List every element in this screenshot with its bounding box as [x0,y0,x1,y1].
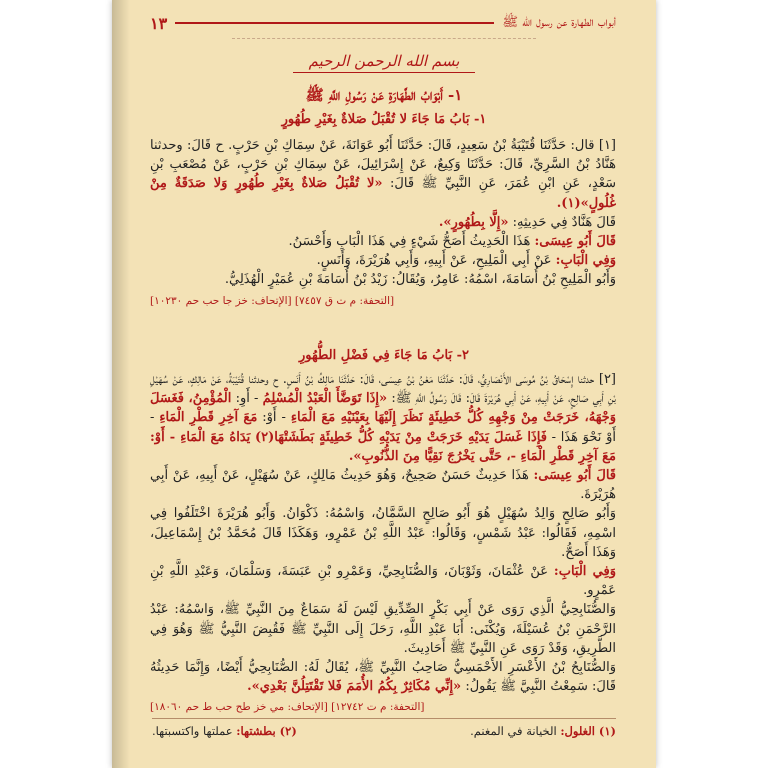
footnote-1 [470,724,616,738]
footnote-1-label: (١) الغلول: [560,724,616,738]
basmala [112,50,656,73]
hadith-2-matn-2: الْمُؤْمِنُ، فَغَسَلَ وَجْهَهُ، خَرَجَتْ مِنْ وَجْهِهِ كُلُّ خَطِيئَةٍ نَظَرَ إِلَيْهَا بِعَيْنَيْهِ مَعَ الْمَاءِ [150,391,616,426]
chapter-title: ١- أَبْوَابُ الطَّهَارَةِ عَنْ رَسُولِ اللَّهِ ﷺ [305,86,463,104]
text-body-2 [150,370,616,722]
reference-1: [التحفة: م ت ق ٧٤٥٧] [الإتحاف: خز جا حب حم ١٠٢٣٠] [150,294,395,307]
hadith-2-isnad: [٢] حدثنا إِسْحَاقُ بْنُ مُوسَى الأَنْصَارِيُّ، قَالَ: حَدَّثَنَا مَعْنُ بْنُ عِيسَى، قَالَ: حَدَّثَنَا مَالِكُ بْنُ أَنَسٍ. ح وحدثنا قُتَيْبَةُ، عَنْ مَالِكٍ، عَنْ سُهَيْلِ بْنِ أَبِي صَالِحٍ، عَنْ أَبِيهِ، عَنْ أَبِي هُرَيْرَةَ قَالَ: قَالَ رَسُولُ اللَّهِ ﷺ: [150,372,616,407]
abu-salih-note: وَأَبُو صَالِحٍ وَالِدُ سُهَيْلٍ هُوَ أَبُو صَالِحٍ السَّمَّانُ، وَاسْمُهُ: ذَكْوَانُ. وَأَبُو هُرَيْرَةَ اخْتَلَفُوا فِي اسْمِهِ، فَقَالُوا: عَبْدُ شَمْسٍ، وَقَالُوا: عَبْدُ اللَّهِ بْنُ عَمْرٍو، وَهَكَذَا قَالَ مُحَمَّدُ بْنُ إِسْمَاعِيلَ، وَهَذَا أَصَحُّ. [150,506,616,560]
reference-2: [التحفة: م ت ١٢٧٤٢] [الإتحاف: مي خز طح حب ط حم ١٨٠٦٠] [150,701,425,714]
footnote-rule [152,718,616,719]
page-content [112,0,656,768]
hadith-2-aside-3: - أَوْ نَحْوَ هَذَا - [150,410,616,445]
abu-isa-1 [150,232,616,251]
header-ornament [232,38,536,39]
abu-isa-1-label: قَالَ أَبُو عِيسَى: [534,234,616,250]
book-page [112,0,656,768]
abu-isa-2-text: هَذَا حَدِيثٌ حَسَنٌ صَحِيحٌ، وَهُوَ حَدِيثُ مَالِكٍ، عَنْ سُهَيْلٍ، عَنْ أَبِيهِ، عَنْ أَبِي هُرَيْرَةَ. [150,468,616,503]
abu-isa-2-label: قَالَ أَبُو عِيسَى: [533,468,617,484]
abu-isa-2 [150,466,616,504]
section-1-title: ١- بَابُ مَا جَاءَ لا تُقْبَلُ صَلاةٌ بِغَيْرِ طُهُورٍ [281,112,487,127]
footnote-2-text: عملتها واكتسبتها. [152,724,233,738]
hadith-1 [150,136,616,213]
section-2-title: ٢- بَابُ مَا جَاءَ فِي فَضْلِ الطُّهُورِ [299,348,469,363]
hanad-note-text: قَالَ هَنَّادٌ فِي حَدِيثِهِ: [512,214,616,230]
hadith-1-isnad: [١] قال: حَدَّثَنَا قُتَيْبَةُ بْنُ سَعِيدٍ، قَالَ: حَدَّثَنَا أَبُو عَوَانَةَ، عَنْ سِمَاكِ بْنِ حَرْبٍ. ح قَالَ: وحدثنا هَنَّادُ بْنُ السَّرِيِّ، قَالَ: حَدَّثَنَا وَكِيعٌ، عَنْ إِسْرَائِيلَ، عَنْ سِمَاكِ بْنِ حَرْبٍ، عَنْ مُصْعَبِ بْنِ سَعْدٍ، عَنِ ابْنِ عُمَرَ، عَنِ النَّبِيِّ ﷺ قَالَ: [150,138,616,192]
hadith-2 [150,370,616,466]
hadith-2-matn-1: «إِذَا تَوَضَّأَ الْعَبْدُ الْمُسْلِمُ [262,391,388,407]
hadith-2-matn-5: يَدَاهُ مَعَ الْمَاءِ - أَوْ: مَعَ آخِرِ قَطْرِ الْمَاءِ -، حَتَّى يَخْرُجَ نَقِيًّا مِنَ الذُّنُوبِ». [150,429,616,464]
sunabih-note-text: وَالصُّنَابِحُ بْنُ الأَعْسَرِ الأَحْمَسِيُّ صَاحِبُ النَّبِيِّ ﷺ، يُقَالُ لَهُ: الصُّنَابِحِيُّ أَيْضًا، وَإِنَّمَا حَدِيثُهُ قَالَ: سَمِعْتُ النَّبِيَّ ﷺ يَقُولُ: [150,660,616,695]
abu-isa-1-text: هَذَا الْحَدِيثُ أَصَحُّ شَيْءٍ فِي هَذَا الْبَابِ وَأَحْسَنُ. [288,234,531,250]
fi-al-bab-1-text: عَنْ أَبِي الْمَلِيحِ، عَنْ أَبِيهِ، وَأَبِي هُرَيْرَةَ، وَأَنَسٍ. [316,253,552,269]
sunabih-hadith: «إِنِّي مُكَاثِرٌ بِكُمُ الأُمَمَ فَلا تَقْتَتِلُنَّ بَعْدِي». [247,679,462,695]
footnote-ref-1: (١). [556,195,581,211]
footnotes [152,724,616,738]
sunabih-note [150,658,616,696]
fi-al-bab-2 [150,562,616,600]
hadith-2-matn-3: مَعَ آخِرِ قَطْرِ الْمَاءِ [159,410,258,426]
sunabihi-note: وَالصُّنَابِحِيُّ الَّذِي رَوَى عَنْ أَبِي بَكْرٍ الصِّدِّيقِ لَيْسَ لَهُ سَمَاعٌ مِنَ النَّبِيِّ ﷺ، وَاسْمُهُ: عَبْدُ الرَّحْمَنِ بْنُ عُسَيْلَةَ، وَيُكْنَى: أَبَا عَبْدِ اللَّهِ، رَحَلَ إِلَى النَّبِيِّ ﷺ فَقُبِضَ النَّبِيُّ ﷺ وَهُوَ فِي الطَّرِيقِ، وَقَدْ رَوَى عَنِ النَّبِيِّ ﷺ أَحَادِيثَ. [150,602,616,656]
running-header [150,12,616,34]
fi-al-bab-1-label: وَفِي الْبَابِ: [555,253,616,269]
fi-al-bab-1 [150,251,616,270]
header-rule [175,22,494,24]
abu-malih-note: وَأَبُو الْمَلِيحِ بْنُ أُسَامَةَ، اسْمُهُ: عَامِرٌ، وَيُقَالُ: زَيْدُ بْنُ أُسَامَةَ بْنِ عُمَيْرٍ الْهُذَلِيُّ. [224,272,616,288]
hadith-2-aside-2: - أَوْ: [262,410,286,426]
fi-al-bab-2-label: وَفِي الْبَابِ: [553,564,616,580]
hadith-2-matn-4: فَإِذَا غَسَلَ يَدَيْهِ خَرَجَتْ مِنْ يَدَيْهِ كُلُّ خَطِيئَةٍ بَطَشَتْهَا [274,429,547,445]
footnote-2 [152,724,297,738]
fi-al-bab-2-text: عَنْ عُثْمَانَ، وَثَوْبَانَ، وَالصُّنَابِحِيِّ، وَعَمْرِو بْنِ عَبَسَةَ، وَسَلْمَانَ، وَعَبْدِ اللَّهِ بْنِ عَمْرٍو. [150,564,616,599]
footnote-2-label: (٢) بطشتها: [236,724,297,738]
hadith-1-matn: «لا تُقْبَلُ صَلاةٌ بِغَيْرِ طُهُورٍ وَلا صَدَقَةٌ مِنْ غُلُولٍ» [150,176,616,211]
basmala-text: بسم الله الرحمن الرحيم [293,50,476,73]
footnote-ref-2: (٢) [254,429,275,445]
page-number: ١٣ [150,13,168,33]
header-title: أبواب الطهارة عن رسول الله ﷺ [502,14,616,30]
text-body-1 [150,136,616,315]
footnote-1-text: الخيانة في المغنم. [470,724,557,738]
hanad-note-quote: «إِلَّا بِطُهُورٍ». [438,214,509,230]
hadith-2-aside-1: - أَوِ: [235,391,259,407]
hanad-note [150,213,616,232]
